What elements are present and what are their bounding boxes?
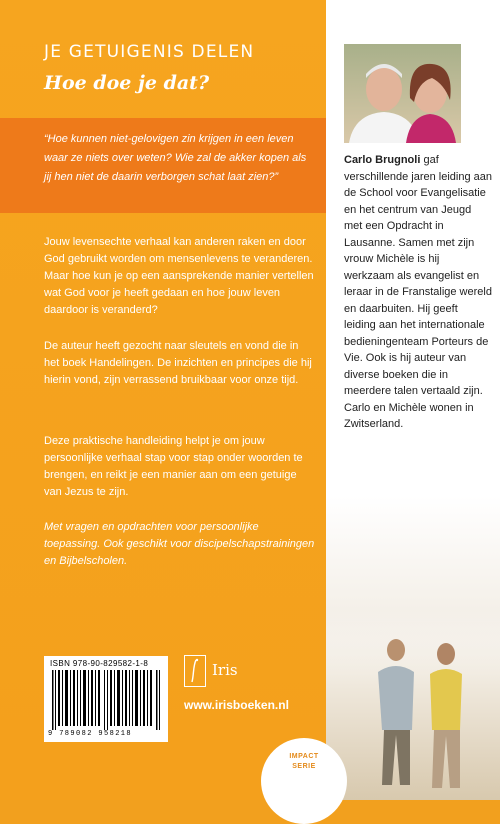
series-badge-line-1: IMPACT [289,753,319,760]
series-title: JE GETUIGENIS DELEN [44,42,255,62]
publisher-logo-mark [184,655,206,687]
book-subtitle: Hoe doe je dat? [44,72,210,94]
author-bio [344,152,492,433]
author-photo [344,44,461,143]
blurb-paragraph-4: Met vragen en opdrachten voor persoonlijke toepassing. Ook geschikt voor discipelschapstrainingen en Bijbelscholen. [44,521,315,567]
publisher-name: Iris [212,661,238,679]
publisher-website: www.irisboeken.nl [184,698,289,712]
pull-quote: “Hoe kunnen niet-gelovigen zin krijgen in een leven waar ze niets over weten? Wie zal de akker kopen als jij hen niet de daarin verborgen schat laat zien?” [44,133,307,183]
blurb-paragraph-2: De auteur heeft gezocht naar sleutels en vond die in het boek Handelingen. De inzichten en principes die hij hierin vond, zijn verrassend bruikbaar voor onze tijd. [44,340,312,386]
blurb-paragraph-1: Jouw levensechte verhaal kan anderen raken en door God gebruikt worden om mensenlevens te veranderen. Maar hoe kun je op een aansprekende manier vertellen wat God voor je heeft gedaan en hoe jouw leven daardoor is veranderd? [44,236,314,316]
barcode [44,656,168,742]
barcode-digits: 9 789082 958218 [48,730,133,738]
isbn-label: ISBN 978-90-829582-1-8 [50,659,149,668]
iris-glyph-icon [185,656,205,686]
barcode-bars [52,670,160,730]
author-name: Carlo Brugnoli [344,154,421,166]
back-cover-photo [326,610,500,800]
author-bio-text: gaf verschillende jaren leiding aan de School voor Evangelisatie en het centrum van Jeugd met een Opdracht in Lausanne. Samen met zijn vrouw Michèle is hij werkzaam als evangelist en leraar in de Franstalige wereld en daarbuiten. Hij geeft leiding aan het internationale bedieningenteam Porteurs de Vie. Ook is hij auteur van diverse boeken die in meerdere talen vertaald zijn. Carlo en Michèle wonen in Zwitserland. [344,154,492,430]
publisher-logo [184,655,274,689]
blurb-paragraph-3: Deze praktische handleiding helpt je om jouw persoonlijke verhaal stap voor stap onder woorden te brengen, en reikt je een manier aan om een getuige van Jezus te zijn. [44,435,303,498]
series-badge-line-2: SERIE [292,763,316,770]
series-badge [261,738,347,824]
